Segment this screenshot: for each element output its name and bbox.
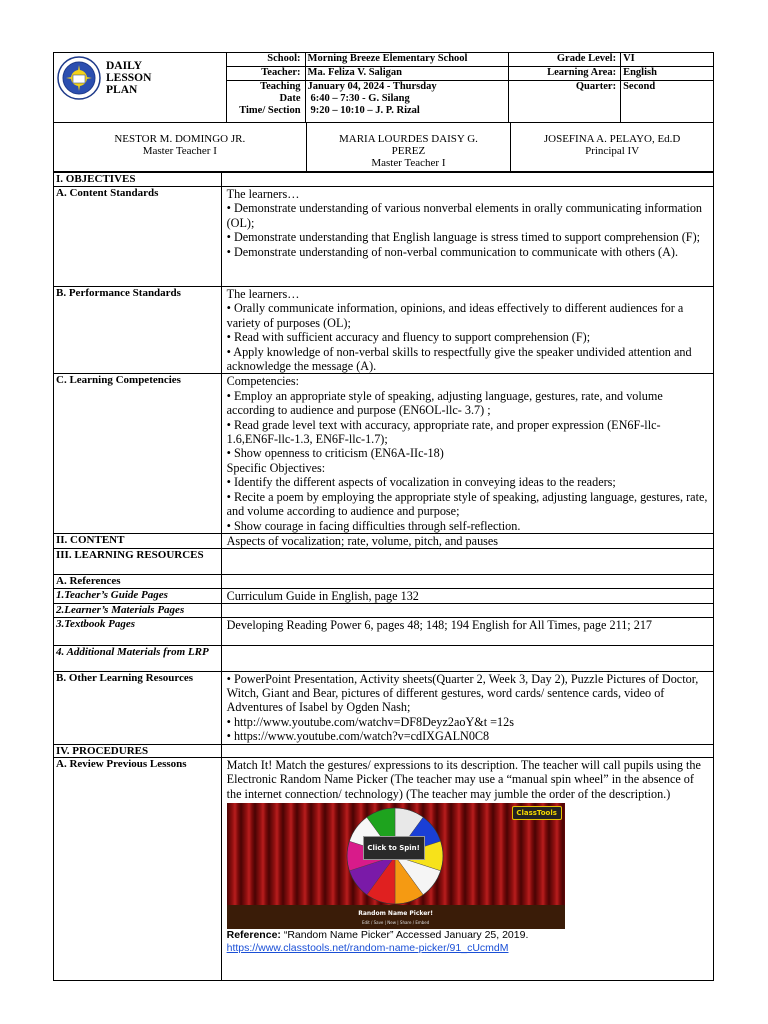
content-text: Aspects of vocalization; rate, volume, pitch, and pauses xyxy=(221,533,713,548)
teacher-label: Teacher: xyxy=(226,67,305,81)
teaching-label-line: Time/ Section xyxy=(239,105,301,116)
review-lessons-cell xyxy=(221,757,713,980)
classtools-logo: ClassTools xyxy=(512,806,562,820)
text-line: • PowerPoint Presentation, Activity sheets(Quarter 2, Week 3, Day 2), Puzzle Pictures of Doctor, Witch, Giant and Bear, pictures of different gestures, word cards/ sentence cards, video of Adventures of Isabel by Ogden Nash; xyxy=(226,671,699,715)
grade-label: Grade Level: xyxy=(509,53,621,67)
signatory-1 xyxy=(54,123,307,172)
empty-cell xyxy=(221,549,713,575)
area-label: Learning Area: xyxy=(509,67,621,81)
additional-materials-label: 4. Additional Materials from LRP xyxy=(54,645,222,671)
text-line: Specific Objectives: xyxy=(226,460,326,475)
textbook-text: Developing Reading Power 6, pages 48; 148; 194 English for All Times, page 211; 217 xyxy=(221,617,713,645)
title-line: LESSON xyxy=(106,72,152,84)
text-line: • Demonstrate understanding that English language is stress timed to support comprehension (F); xyxy=(226,230,701,245)
signatory-name: JOSEFINA A. PELAYO, Ed.D xyxy=(543,133,681,145)
content-standards-text xyxy=(221,187,713,287)
other-resources-label: B. Other Learning Resources xyxy=(54,671,222,744)
text-line: • Apply knowledge of non-verbal skills to respectfully give the speaker undivided attention and acknowledge the message (A). xyxy=(226,344,692,374)
empty-cell xyxy=(221,173,713,187)
empty-cell xyxy=(221,575,713,588)
title-line: DAILY xyxy=(106,60,143,72)
school-label: School: xyxy=(226,53,305,67)
content-heading: II. CONTENT xyxy=(54,533,222,548)
document-title xyxy=(106,60,151,96)
date-value: January 04, 2024 - Thursday xyxy=(307,81,437,92)
area-value: English xyxy=(621,67,714,81)
teaching-label xyxy=(226,81,305,123)
main-table xyxy=(53,172,714,981)
empty-cell xyxy=(221,645,713,671)
signatory-name: NESTOR M. DOMINGO JR. xyxy=(114,133,246,145)
text-line: • Read grade level text with accuracy, appropriate rate, and proper expression (EN6F-llc-1.6,EN6F-llc-1.3, EN6F-llc-1.7); xyxy=(226,417,661,447)
text-line: • Show courage in facing difficulties through self-reflection. xyxy=(226,518,521,533)
signatory-3 xyxy=(511,123,714,172)
review-lessons-label: A. Review Previous Lessons xyxy=(54,757,222,980)
signatory-name: MARIA LOURDES DAISY G. xyxy=(338,133,478,145)
teacher-value: Ma. Feliza V. Saligan xyxy=(305,67,509,81)
other-resources-text xyxy=(221,671,713,744)
reference-text: “Random Name Picker” Accessed January 25, 2019. xyxy=(280,929,529,942)
empty-cell xyxy=(221,604,713,617)
header-table xyxy=(53,52,714,123)
picker-menu[interactable]: Edit / Save | New | Share / Embed xyxy=(361,920,430,926)
content-standards-label: A. Content Standards xyxy=(54,187,222,287)
performance-standards-label: B. Performance Standards xyxy=(54,287,222,374)
signatory-title: Principal IV xyxy=(585,145,640,157)
text-line: • Demonstrate understanding of various nonverbal elements in orally communicating information (OL); xyxy=(226,201,703,230)
signatory-title: Master Teacher I xyxy=(371,157,446,169)
learning-resources-heading: III. LEARNING RESOURCES xyxy=(54,549,222,575)
performance-standards-text xyxy=(221,287,713,374)
empty-cell xyxy=(221,744,713,757)
time-section-1: 6:40 – 7:30 - G. Silang xyxy=(310,93,410,104)
teachers-guide-text: Curriculum Guide in English, page 132 xyxy=(221,588,713,603)
logo-cell xyxy=(54,53,227,123)
quarter-value: Second xyxy=(621,81,714,123)
text-line: • Read with sufficient accuracy and fluency to support comprehension (F); xyxy=(226,330,591,345)
text-line: • Employ an appropriate style of speaking, adjusting language, gestures, rate, and volume according to audience and purpose (EN6OL-llc- 3.7) ; xyxy=(226,388,663,418)
date-time-value xyxy=(305,81,509,123)
random-name-picker-image xyxy=(227,803,565,929)
reference-label: Reference: xyxy=(226,929,281,942)
teaching-label-line: Date xyxy=(279,93,301,104)
learning-competencies-label: C. Learning Competencies xyxy=(54,374,222,533)
teachers-guide-label: 1.Teacher’s Guide Pages xyxy=(54,588,222,603)
procedures-heading: IV. PROCEDURES xyxy=(54,744,222,757)
reference-note xyxy=(227,929,711,955)
text-line: Competencies: xyxy=(226,374,300,389)
text-line: The learners… xyxy=(226,287,300,301)
time-section-2: 9:20 – 10:10 – J. P. Rizal xyxy=(310,105,420,116)
lesson-plan-page xyxy=(53,52,714,972)
teaching-label-line: Teaching xyxy=(260,81,301,92)
grade-value: VI xyxy=(621,53,714,67)
text-line: • http://www.youtube.com/watchv=DF8Deyz2aoY&t =12s xyxy=(226,714,514,729)
learners-materials-label: 2.Learner’s Materials Pages xyxy=(54,604,222,617)
text-line: • Recite a poem by employing the appropriate style of speaking, adjusting language, gestures, rate, and volume according to audience and purpose; xyxy=(226,489,708,519)
text-line: The learners… xyxy=(226,187,300,201)
signatory-2 xyxy=(306,123,511,172)
review-text: Match It! Match the gestures/ expressions to its description. The teacher will call pupils using the Electronic Random Name Picker (The teacher may use a “manual spin wheel” in the absence of the internet connection/ technology) (The teacher may jumble the order of the description.) xyxy=(226,757,701,801)
textbook-label: 3.Textbook Pages xyxy=(54,617,222,645)
text-line: • Show openness to criticism (EN6A-IIc-18) xyxy=(226,446,444,461)
signatory-name-line2: PEREZ xyxy=(391,145,426,157)
text-line: • Orally communicate information, opinions, and ideas effectively to different audiences for a variety of purposes (OL); xyxy=(226,301,684,330)
text-line: • Demonstrate understanding of non-verbal communication to communicate with others (A). xyxy=(226,244,678,259)
deped-seal-icon xyxy=(57,56,101,100)
text-line: • https://www.youtube.com/watch?v=cdIXGALN0C8 xyxy=(226,729,490,744)
references-label: A. References xyxy=(54,575,222,588)
signatories-table xyxy=(53,122,714,172)
text-line: • Identify the different aspects of vocalization in conveying ideas to the readers; xyxy=(226,475,616,490)
click-to-spin-button[interactable]: Click to Spin! xyxy=(363,836,425,860)
reference-link[interactable]: https://www.classtools.net/random-name-picker/91_cUcmdM xyxy=(226,942,509,955)
objectives-heading: I. OBJECTIVES xyxy=(54,173,222,187)
picker-title: Random Name Picker! xyxy=(358,910,434,918)
school-value: Morning Breeze Elementary School xyxy=(305,53,509,67)
quarter-label: Quarter: xyxy=(509,81,621,123)
title-line: PLAN xyxy=(106,84,138,96)
signatory-title: Master Teacher I xyxy=(142,145,217,157)
learning-competencies-text xyxy=(221,374,713,533)
